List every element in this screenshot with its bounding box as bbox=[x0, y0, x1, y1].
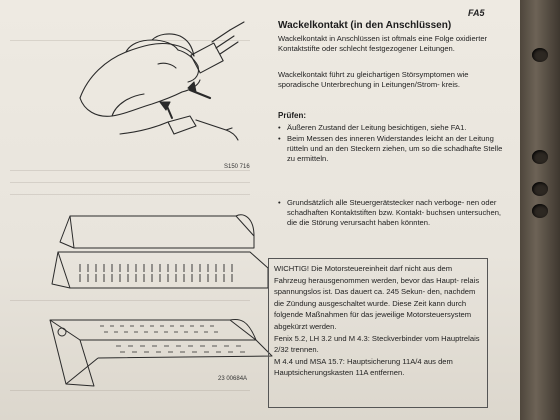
bleed-through-line bbox=[10, 170, 250, 171]
illustration-hand-connector bbox=[60, 6, 270, 166]
check-item: • Äußeren Zustand der Leitung besichtigen, siehe FA1. bbox=[278, 123, 510, 133]
illustration-ecu-connector bbox=[40, 208, 280, 390]
note-list bbox=[278, 198, 510, 229]
warning-text: WICHTIG! Die Motorsteuereinheit darf nicht aus dem Fahrzeug herausgenommen werden, bevor das Haupt- relais spannungslos ist. Das dauert ca. 245 Sekun- den, nachdem die Zündung ausgeschaltet wurde. Diese Zeit kann durch folgende Maßnahmen für das jeweilige Motorsteuersystem abgekürzt werden. bbox=[274, 264, 480, 331]
check-heading: Prüfen: bbox=[278, 111, 306, 120]
warning-text: M 4.4 und MSA 15.7: Hauptsicherung 11A/4 aus dem Hauptsicherungskasten 11A entfernen. bbox=[274, 356, 453, 378]
warning-text: Fenix 5.2, LH 3.2 und M 4.3: Steckverbinder vom Hauptrelais 2/32 trennen. bbox=[274, 333, 480, 355]
warning-box bbox=[268, 258, 488, 408]
bleed-through-line bbox=[10, 194, 250, 195]
check-item: • Beim Messen des inneren Widerstandes leicht an der Leitung rütteln und an den Steckern ziehen, um so die schadhafte Stelle zu ermitteln. bbox=[278, 134, 510, 164]
check-list bbox=[278, 123, 510, 165]
punch-hole bbox=[532, 48, 548, 62]
bleed-through-line bbox=[10, 182, 250, 183]
bleed-through-line bbox=[10, 390, 250, 391]
punch-hole bbox=[532, 150, 548, 164]
illustration-code-bottom: 23 00684A bbox=[218, 376, 248, 382]
section-title: Wackelkontakt (in den Anschlüssen) bbox=[278, 20, 452, 31]
punch-hole bbox=[532, 182, 548, 196]
punch-hole bbox=[532, 204, 548, 218]
symptom-paragraph: Wackelkontakt führt zu gleichartigen Störsymptomen wie sporadische Unterbrechung in Leitungen/Strom- kreis. bbox=[278, 70, 469, 89]
illustration-code-top: S150 716 bbox=[224, 164, 250, 170]
binder-edge bbox=[520, 0, 560, 420]
note-item: • Grundsätzlich alle Steuergerätstecker nach verboge- nen oder schadhaften Kontaktstiften bzw. Kontakt- buchsen untersuchen, die die Störung verursacht haben könnten. bbox=[278, 198, 510, 228]
section-code: FA5 bbox=[468, 8, 485, 18]
intro-paragraph: Wackelkontakt in Anschlüssen ist oftmals eine Folge oxidierter Kontaktstifte oder schlecht festgezogener Leitungen. bbox=[278, 34, 488, 53]
